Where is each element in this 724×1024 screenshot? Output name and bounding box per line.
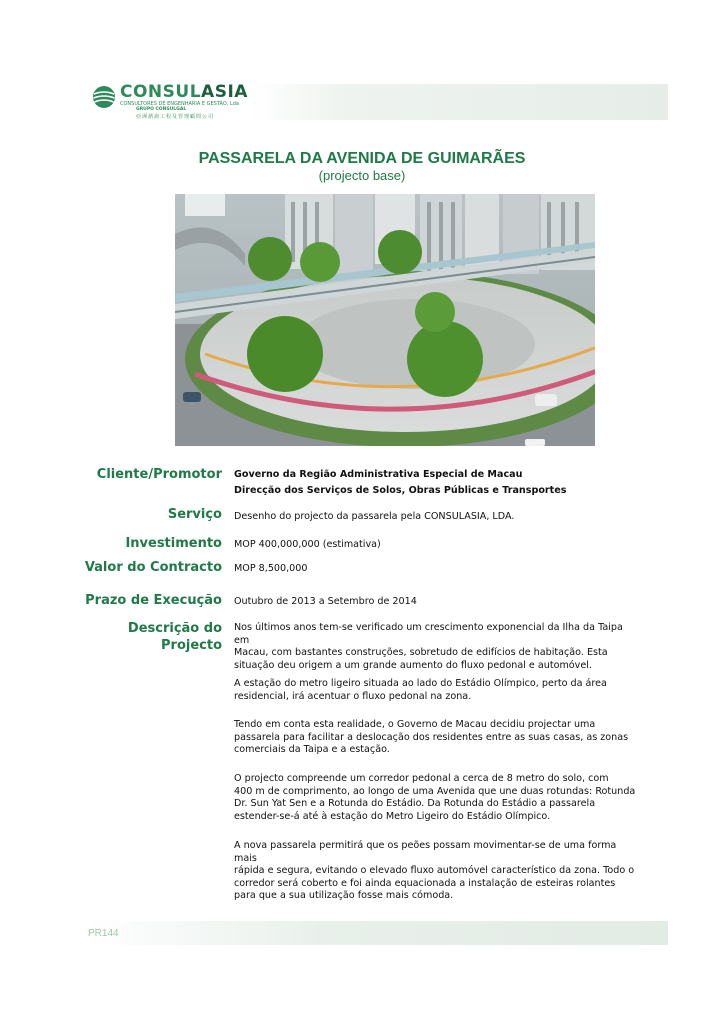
description-label-line2: Projecto	[161, 638, 222, 653]
logo-tagline: CONSULTORES DE ENGENHARIA E GESTÃO, Lda	[120, 101, 239, 107]
text-line: rápida e segura, evitando o elevado fluxo automóvel característico da zona. Todo o	[234, 865, 635, 876]
text-line: Tendo em conta esta realidade, o Governo de Macau decidiu projectar uma	[234, 719, 596, 730]
text-line: O projecto compreende um corredor pedonal a cerca de 8 metro do solo, com	[234, 773, 609, 784]
investment-value: MOP 400,000,000 (estimativa)	[234, 539, 381, 550]
contract-value: MOP 8,500,000	[234, 563, 308, 574]
footer-band	[86, 921, 668, 945]
text-line: Macau, com bastantes construções, sobretudo de edifícios de habitação. Esta	[234, 647, 608, 658]
service-value: Desenho do projecto da passarela pela CONSULASIA, LDA.	[234, 511, 515, 522]
description-paragraph-4	[234, 773, 640, 823]
description-label-line1: Descrição do	[127, 621, 222, 636]
description-paragraph-5	[234, 840, 640, 903]
text-line: comerciais da Taipa e a estação.	[234, 744, 390, 755]
text-line: corredor será coberto e foi ainda equacionada a instalação de esteiras rolantes	[234, 877, 616, 889]
globe-logo-icon	[92, 85, 116, 109]
text-line: residencial, irá acentuar o fluxo pedonal na zona.	[234, 690, 472, 702]
logo-name: CONSULASIA	[120, 82, 248, 102]
page-subtitle: (projecto base)	[318, 168, 406, 183]
description-paragraph-3	[234, 719, 640, 757]
logo-chinese: 亞洲諮詢工程及管理顧問公司	[136, 114, 215, 120]
logo-group: GRUPO CONSULGAL	[136, 107, 187, 112]
description-paragraph-2	[234, 678, 640, 703]
text-line: A estação do metro ligeiro situada ao lado do Estádio Olímpico, perto da área	[234, 678, 607, 689]
project-code: PR144	[88, 928, 119, 939]
project-rendering-image	[175, 194, 595, 446]
deadline-label: Prazo de Execução	[85, 593, 222, 608]
text-line: 400 m de comprimento, ao longo de uma Avenida que une duas rotundas: Rotunda	[234, 785, 636, 797]
page-title: PASSARELA DA AVENIDA DE GUIMARÃES	[198, 150, 526, 167]
client-label: Cliente/Promotor	[96, 467, 222, 482]
text-line: para que a sua utilização fosse mais cómoda.	[234, 890, 454, 901]
investment-label: Investimento	[125, 536, 222, 551]
text-line: Nos últimos anos tem-se verificado um crescimento exponencial da Ilha da Taipa em	[234, 622, 623, 646]
client-value-line2: Direcção dos Serviços de Solos, Obras Públicas e Transportes	[234, 485, 567, 496]
client-value-line1: Governo da Região Administrativa Especial de Macau	[234, 469, 523, 480]
contract-value-label: Valor do Contracto	[84, 560, 222, 575]
text-line: estender-se-á até à estação do Metro Ligeiro do Estádio Olímpico.	[234, 810, 551, 822]
service-label: Serviço	[167, 507, 222, 522]
text-line: situação deu origem a um grande aumento do fluxo pedonal e automóvel.	[234, 659, 592, 671]
text-line: passarela para facilitar a deslocação dos residentes entre as suas casas, as zonas	[234, 731, 629, 743]
deadline-value: Outubro de 2013 a Setembro de 2014	[234, 596, 417, 607]
company-logo	[92, 82, 262, 122]
text-line: Dr. Sun Yat Sen e a Rotunda do Estádio. Da Rotunda do Estádio a passarela	[234, 798, 596, 809]
text-line: A nova passarela permitirá que os peões possam movimentar-se de uma forma mais	[234, 840, 617, 864]
description-paragraph-1	[234, 622, 640, 672]
